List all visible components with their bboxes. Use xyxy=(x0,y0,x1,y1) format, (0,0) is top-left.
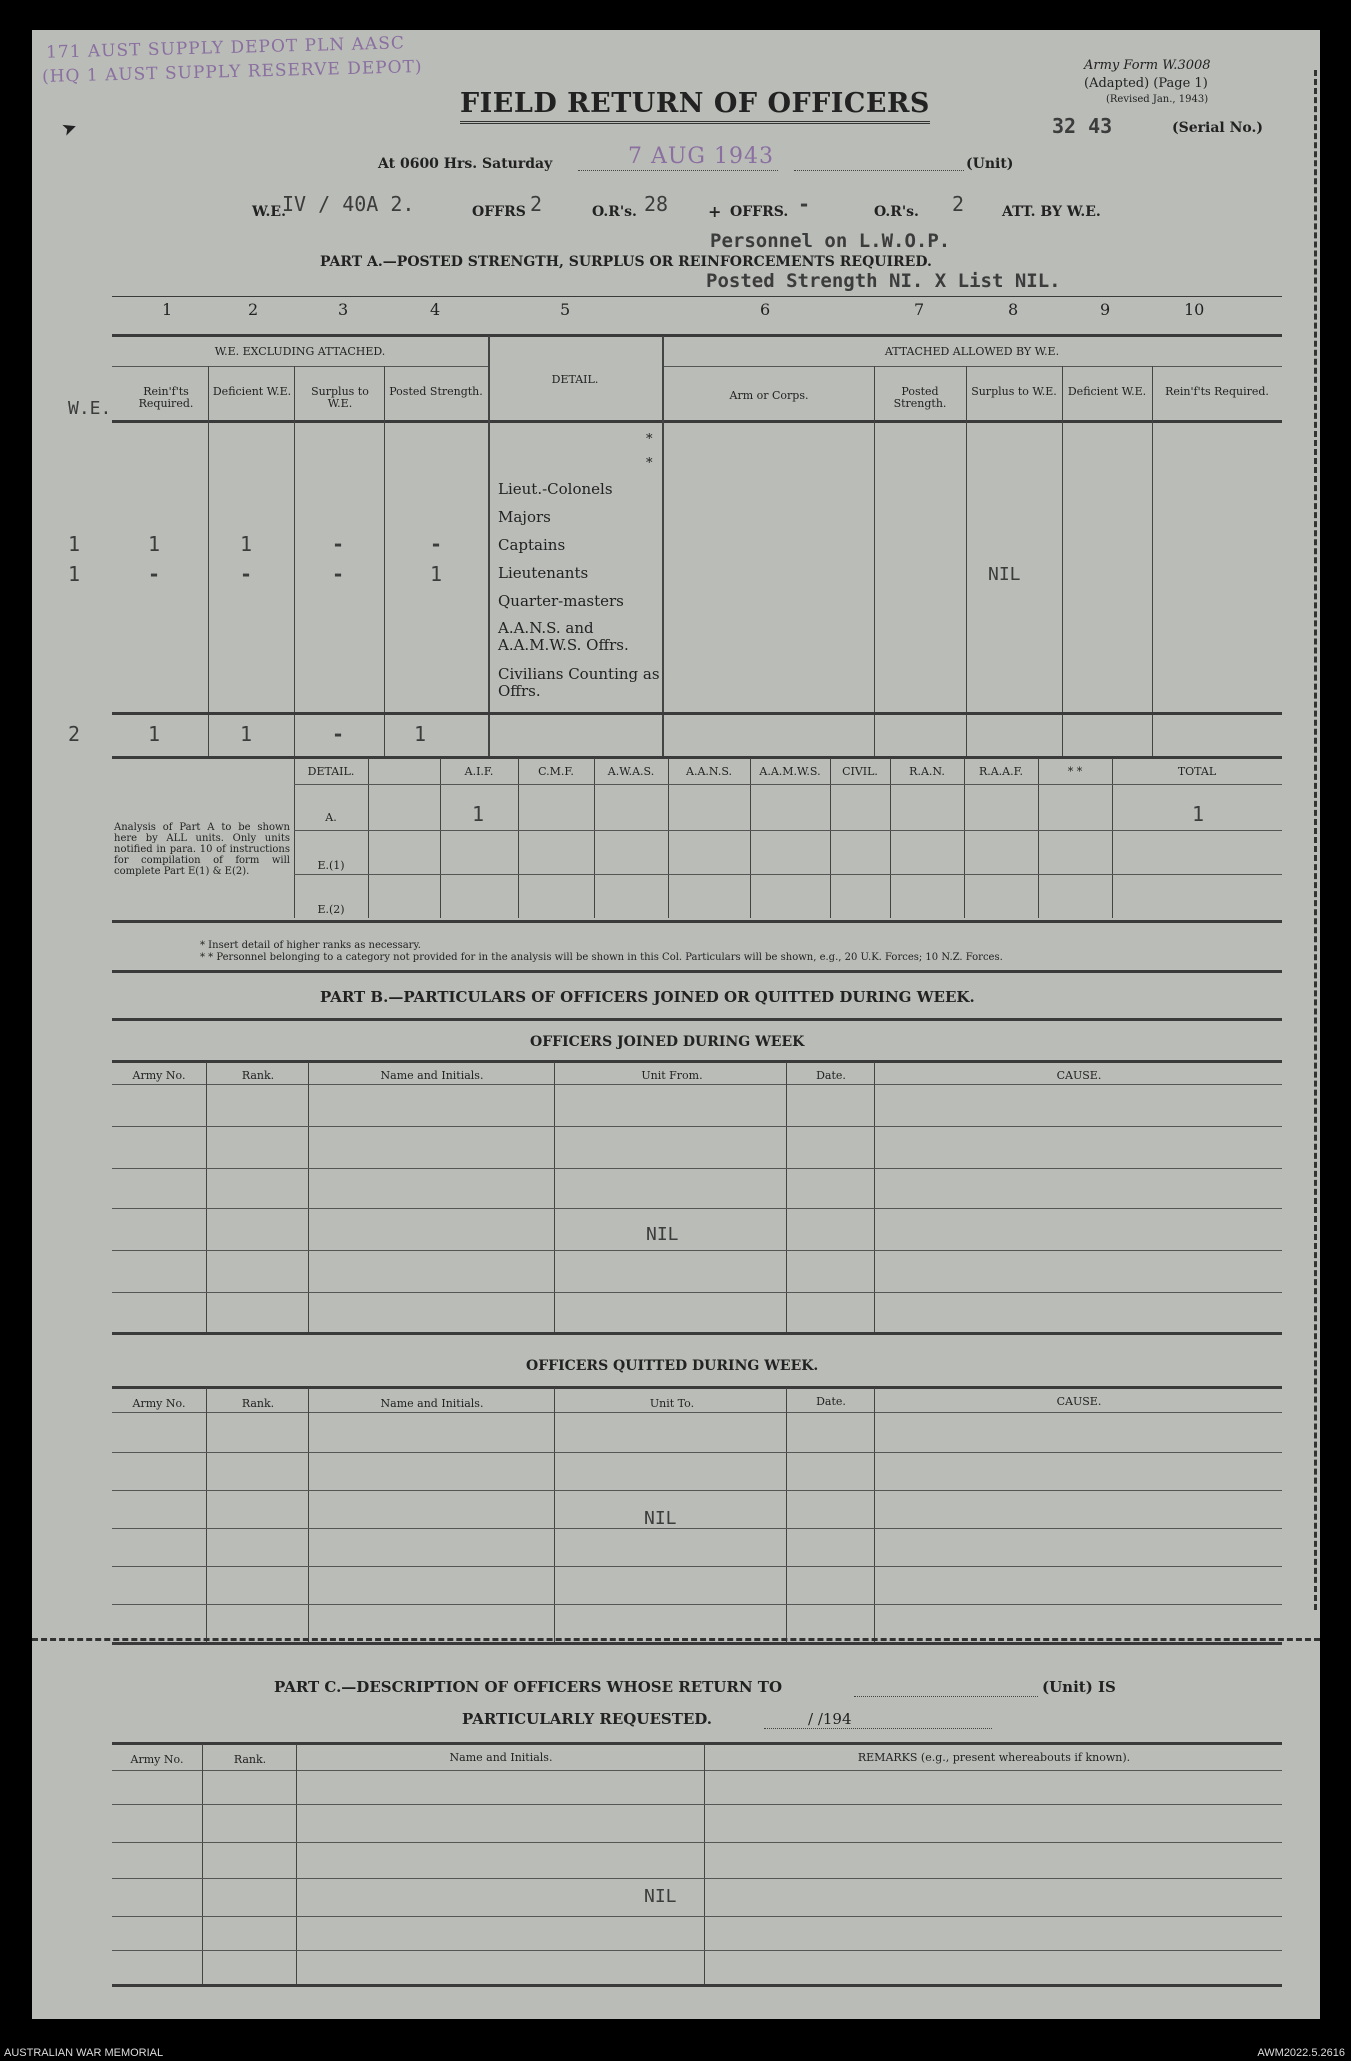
grid-line xyxy=(668,758,669,918)
unit-field xyxy=(794,142,964,171)
col-num-10: 10 xyxy=(1184,300,1205,319)
rule xyxy=(112,1804,1282,1805)
rule xyxy=(112,1060,1282,1063)
col-num-5: 5 xyxy=(560,300,571,319)
we-margin-mark: W.E. xyxy=(68,398,112,419)
rule xyxy=(112,1084,1282,1085)
rule xyxy=(112,1984,1282,1987)
analysis-row-e1: E.(1) xyxy=(317,859,345,872)
serial-number: 32 43 xyxy=(1052,114,1113,138)
arrow-mark-icon: ➤ xyxy=(58,116,81,141)
we-value: IV / 40A 2. xyxy=(282,192,415,216)
grid-line xyxy=(874,366,875,756)
rule xyxy=(112,1604,1282,1605)
head-deficient: Deficient W.E. xyxy=(212,385,292,398)
analysis-head-civil: CIVIL. xyxy=(842,765,878,778)
grid-line xyxy=(750,758,751,918)
col-num-6: 6 xyxy=(760,300,771,319)
asterisk-1: * xyxy=(646,432,653,447)
col-num-1: 1 xyxy=(162,300,173,319)
rule xyxy=(112,970,1282,973)
analysis-head-ran: R.A.N. xyxy=(909,765,945,778)
head-att-reinfts: Rein'f'ts Required. xyxy=(1165,385,1269,398)
analysis-head-raaf: R.A.A.F. xyxy=(978,765,1024,778)
part-c-head-remarks: REMARKS (e.g., present whereabouts if known). xyxy=(857,1751,1131,1764)
grid-line xyxy=(662,336,664,756)
rank-majors: Majors xyxy=(498,508,551,526)
rule xyxy=(112,420,1282,423)
quitted-nil: NIL xyxy=(644,1508,677,1529)
grid-line xyxy=(294,758,295,918)
rule xyxy=(112,1566,1282,1567)
analysis-head-aans: A.A.N.S. xyxy=(686,765,732,778)
analysis-row-e2: E.(2) xyxy=(317,903,345,916)
we-label: W.E. xyxy=(252,204,286,220)
total-deficient: 1 xyxy=(240,722,253,746)
analysis-head-aif: A.I.F. xyxy=(464,765,494,778)
joined-nil: NIL xyxy=(646,1224,679,1245)
head-att-posted: Posted Strength. xyxy=(893,385,947,410)
typed-posted-strength: Posted Strength NI. X List NIL. xyxy=(706,270,1061,292)
rule xyxy=(294,874,1282,875)
rule xyxy=(112,1950,1282,1951)
form-adapted: (Adapted) (Page 1) xyxy=(1084,76,1208,91)
analysis-a-aif: 1 xyxy=(472,802,485,826)
part-b-title: PART B.—PARTICULARS OF OFFICERS JOINED OR QUITTED DURING WEEK. xyxy=(320,988,975,1006)
quitted-head-name: Name and Initials. xyxy=(380,1397,484,1410)
joined-head-army-no: Army No. xyxy=(132,1069,186,1082)
part-c-title-2: PARTICULARLY REQUESTED. xyxy=(462,1710,712,1728)
col-num-3: 3 xyxy=(338,300,349,319)
analysis-a-total: 1 xyxy=(1192,802,1205,826)
column-number-row xyxy=(32,300,1320,324)
offrs-value: 2 xyxy=(530,192,543,216)
offrs-label: OFFRS xyxy=(472,204,526,220)
plus-sign: + xyxy=(708,202,722,221)
part-c-unit-label: (Unit) IS xyxy=(1042,1678,1116,1696)
grid-line xyxy=(368,758,369,918)
grid-line xyxy=(1062,366,1063,756)
grid-line xyxy=(594,758,595,918)
rule xyxy=(664,366,1282,367)
rank-quartermasters: Quarter-masters xyxy=(498,592,624,610)
unit-stamp-line1: 171 AUST SUPPLY DEPOT PLN AASC xyxy=(45,33,406,63)
rank-captains: Captains xyxy=(498,536,566,554)
lieutenants-posted: 1 xyxy=(430,562,443,586)
rule xyxy=(112,1412,1282,1413)
analysis-head-awas: A.W.A.S. xyxy=(607,765,655,778)
rule xyxy=(112,1842,1282,1843)
grid-line xyxy=(202,1744,203,1984)
rule xyxy=(112,1528,1282,1529)
offrs2-value: - xyxy=(798,192,811,216)
footnote-2: * * Personnel belonging to a category not provided for in the analysis will be shown in this Col. Particulars will be shown, e.g., 20 U.K. Forces; 10 N.Z. Forces. xyxy=(200,952,1003,963)
perforation-edge xyxy=(1314,70,1317,1610)
analysis-note: Analysis of Part A to be shown here by ALL units. Only units notified in para. 10 of instructions for compilation of form will complete Part E(1) & E(2). xyxy=(114,822,290,877)
head-detail: DETAIL. xyxy=(551,373,599,386)
archive-credit: AUSTRALIAN WAR MEMORIAL xyxy=(4,2047,164,2059)
perforation-line xyxy=(32,1638,1320,1641)
rule xyxy=(294,784,1282,785)
right-group-head: ATTACHED ALLOWED BY W.E. xyxy=(884,345,1060,358)
captains-margin: 1 xyxy=(68,532,81,556)
grid-line xyxy=(966,366,967,756)
form-number: Army Form W.3008 xyxy=(1084,58,1211,73)
captains-deficient: 1 xyxy=(240,532,253,556)
part-a-title: PART A.—POSTED STRENGTH, SURPLUS OR REINFORCEMENTS REQUIRED. xyxy=(320,254,932,270)
rule xyxy=(112,712,1282,715)
joined-head-date: Date. xyxy=(816,1069,846,1082)
captains-surplus: - xyxy=(332,532,345,556)
form-title: FIELD RETURN OF OFFICERS xyxy=(460,88,930,124)
analysis-head-aamws: A.A.M.W.S. xyxy=(759,765,821,778)
grid-line xyxy=(208,366,209,756)
rank-civilians: Civilians Counting as Offrs. xyxy=(498,665,660,700)
quitted-head-date: Date. xyxy=(816,1395,846,1408)
quitted-title: OFFICERS QUITTED DURING WEEK. xyxy=(526,1358,819,1374)
rank-lt-colonels: Lieut.-Colonels xyxy=(498,480,613,498)
rule xyxy=(112,334,1282,337)
joined-head-cause: CAUSE. xyxy=(1056,1069,1102,1082)
grid-line xyxy=(296,1744,297,1984)
rule xyxy=(112,296,1282,297)
head-att-deficient: Deficient W.E. xyxy=(1067,385,1147,398)
part-c-head-name: Name and Initials. xyxy=(449,1751,553,1764)
part-c-unit-field xyxy=(854,1678,1038,1697)
rule xyxy=(112,920,1282,923)
grid-line xyxy=(440,758,441,918)
rank-aans: A.A.N.S. and A.A.M.W.S. Offrs. xyxy=(498,619,629,654)
total-posted: 1 xyxy=(414,722,427,746)
grid-line xyxy=(890,758,891,918)
rule xyxy=(112,1770,1282,1771)
part-c-nil: NIL xyxy=(644,1886,677,1907)
rule xyxy=(112,366,488,367)
ors2-label: O.R's. xyxy=(874,204,919,220)
rule xyxy=(112,1386,1282,1389)
date-field xyxy=(578,142,778,171)
quitted-head-army-no: Army No. xyxy=(132,1397,186,1410)
rule xyxy=(112,1452,1282,1453)
serial-label: (Serial No.) xyxy=(1172,120,1263,136)
total-reinfts: 1 xyxy=(148,722,161,746)
grid-line xyxy=(384,366,385,756)
part-c-date-field: / /194 xyxy=(764,1710,992,1729)
rule xyxy=(112,1250,1282,1251)
att-label: ATT. BY W.E. xyxy=(1002,204,1101,220)
attached-surplus-nil: NIL xyxy=(988,564,1021,585)
left-group-head: W.E. EXCLUDING ATTACHED. xyxy=(214,345,386,358)
col-num-4: 4 xyxy=(430,300,441,319)
offrs2-label: OFFRS. xyxy=(730,204,789,220)
rule xyxy=(112,1878,1282,1879)
lieutenants-deficient: - xyxy=(240,562,253,586)
rule xyxy=(112,1332,1282,1335)
ors-label: O.R's. xyxy=(592,204,637,220)
date-stamp: 7 AUG 1943 xyxy=(628,144,774,169)
rule xyxy=(112,1742,1282,1745)
part-c-head-army-no: Army No. xyxy=(130,1753,184,1766)
col-num-7: 7 xyxy=(914,300,925,319)
col-num-8: 8 xyxy=(1008,300,1019,319)
grid-line xyxy=(1038,758,1039,918)
unit-stamp-line2: (HQ 1 AUST SUPPLY RESERVE DEPOT) xyxy=(41,57,423,87)
rule xyxy=(112,756,1282,759)
joined-head-rank: Rank. xyxy=(241,1069,275,1082)
unit-label: (Unit) xyxy=(966,156,1014,172)
captains-posted: - xyxy=(430,532,443,556)
grid-line xyxy=(704,1744,705,1984)
asterisk-2: * xyxy=(646,456,653,471)
rule xyxy=(112,1642,1282,1645)
grid-line xyxy=(830,758,831,918)
col-num-9: 9 xyxy=(1100,300,1111,319)
joined-head-unit-from: Unit From. xyxy=(641,1069,703,1082)
analysis-head-detail: DETAIL. xyxy=(307,765,355,778)
head-reinfts: Rein'f'ts Required. xyxy=(138,385,194,410)
archive-reference: AWM2022.5.2616 xyxy=(1257,2047,1345,2059)
analysis-row-a: A. xyxy=(325,811,337,824)
part-c-title: PART C.—DESCRIPTION OF OFFICERS WHOSE RETURN TO xyxy=(274,1678,783,1696)
rule xyxy=(294,830,1282,831)
ors2-value: 2 xyxy=(952,192,965,216)
rule xyxy=(112,1916,1282,1917)
rule xyxy=(112,1292,1282,1293)
lieutenants-surplus: - xyxy=(332,562,345,586)
head-att-surplus: Surplus to W.E. xyxy=(971,385,1057,398)
rule xyxy=(112,1168,1282,1169)
ors-value: 28 xyxy=(644,192,669,216)
typed-lwop: Personnel on L.W.O.P. xyxy=(710,230,951,252)
part-c-head-rank: Rank. xyxy=(233,1753,267,1766)
joined-title: OFFICERS JOINED DURING WEEK xyxy=(530,1034,805,1050)
grid-line xyxy=(964,758,965,918)
rule xyxy=(112,1018,1282,1021)
grid-line xyxy=(1112,758,1113,918)
rule xyxy=(112,1126,1282,1127)
grid-line xyxy=(294,366,295,756)
head-arm-corps: Arm or Corps. xyxy=(729,389,809,402)
form-revised: (Revised Jan., 1943) xyxy=(1106,94,1209,105)
at-label: At 0600 Hrs. Saturday xyxy=(378,156,553,172)
quitted-head-rank: Rank. xyxy=(241,1397,275,1410)
captains-reinfts: 1 xyxy=(148,532,161,556)
analysis-head-cmf: C.M.F. xyxy=(538,765,574,778)
total-margin: 2 xyxy=(68,722,81,746)
analysis-head-other: * * xyxy=(1067,765,1083,778)
footnote-1: * Insert detail of higher ranks as necessary. xyxy=(200,940,421,951)
col-num-2: 2 xyxy=(248,300,259,319)
form-paper xyxy=(32,30,1320,2019)
lieutenants-reinfts: - xyxy=(148,562,161,586)
quitted-head-cause: CAUSE. xyxy=(1056,1395,1102,1408)
total-surplus: - xyxy=(332,722,345,746)
grid-line xyxy=(518,758,519,918)
analysis-head-total: TOTAL xyxy=(1177,765,1217,778)
grid-line xyxy=(488,336,490,756)
head-surplus: Surplus to W.E. xyxy=(311,385,369,410)
rule xyxy=(112,1490,1282,1491)
quitted-head-unit-to: Unit To. xyxy=(649,1397,695,1410)
rank-lieutenants: Lieutenants xyxy=(498,564,589,582)
rule xyxy=(112,1208,1282,1209)
joined-head-name: Name and Initials. xyxy=(380,1069,484,1082)
head-posted: Posted Strength. xyxy=(389,385,483,398)
lieutenants-margin: 1 xyxy=(68,562,81,586)
grid-line xyxy=(1152,366,1153,756)
